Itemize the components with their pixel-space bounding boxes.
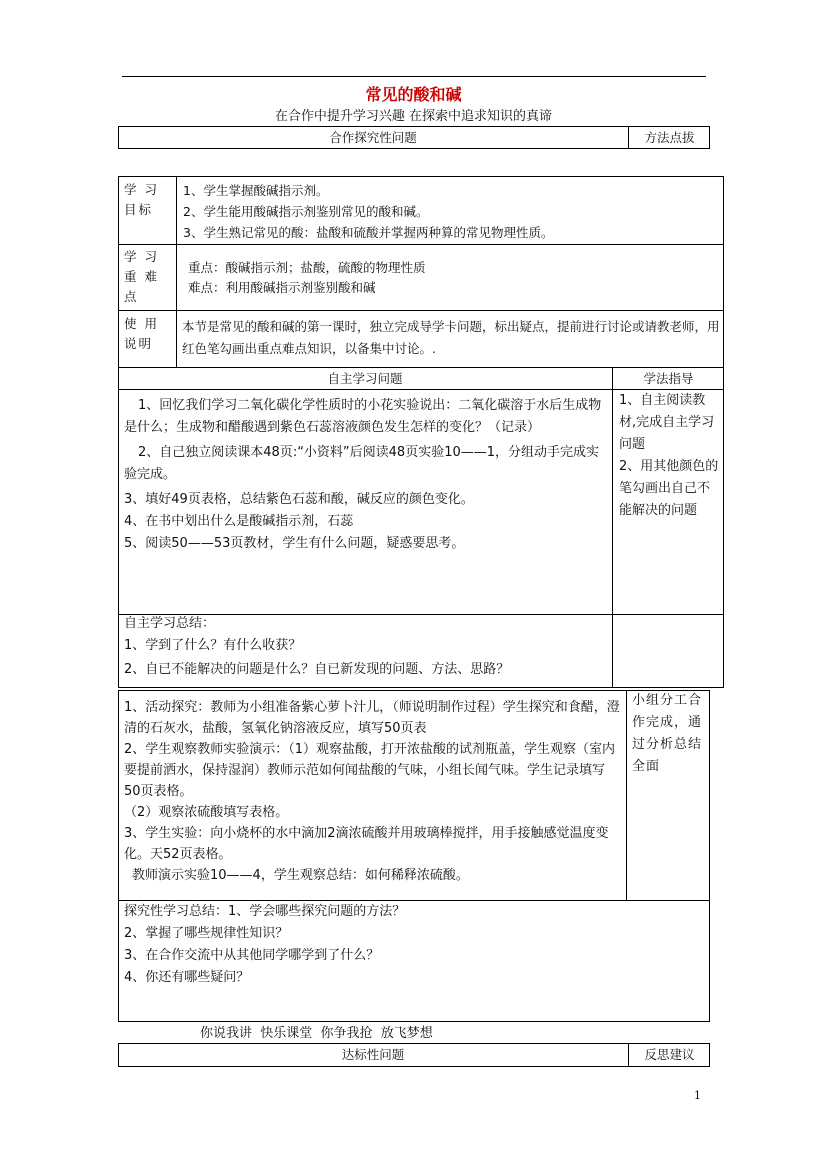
summary-title: 自主学习总结：: [124, 616, 216, 631]
self-study-header-right: 学法指导: [643, 371, 694, 386]
explore-summary-item: 探究性学习总结：1、学会哪些探究问题的方法？: [124, 904, 406, 919]
explore-item: 教师演示实验10——4，学生观察总结：如何稀释浓硫酸。: [132, 868, 469, 883]
self-study-header-left: 自主学习问题: [327, 371, 403, 386]
header-rule: [122, 76, 706, 77]
bottom-table-col2: 反思建议: [644, 1047, 695, 1062]
explore-divider: [626, 690, 627, 901]
self-study-item: 5、阅读50——53页教材，学生有什么问题，疑惑要思考。: [124, 536, 465, 551]
objective-item: 2、学生能用酸碱指示剂鉴别常见的酸和碱。: [183, 204, 429, 219]
keypoint-item: 难点：利用酸碱指示剂鉴别酸和碱: [188, 280, 376, 295]
self-study-guide: [619, 390, 719, 522]
keypoints-label: 学 习 重 难 点: [124, 249, 159, 304]
bottom-table-col1: 达标性问题: [341, 1047, 405, 1062]
usage-text: 本节是常见的酸和碱的第一课时，独立完成导学卡问题，标出疑点，提前进行讨论或请教老师，用红色笔勾画出重点难点知识，以备集中讨论。.: [182, 319, 720, 356]
info-row-line-1: [118, 244, 724, 245]
guide-item: 1、自主阅读教材,完成自主学习问题: [619, 393, 715, 452]
slogan: 你说我讲 快乐课堂 你争我抢 放飞梦想: [200, 1026, 433, 1041]
explore-item: （2）观察浓硫酸填写表格。: [124, 805, 289, 820]
explore-guide: 小组分工合作完成，通过分析总结全面: [632, 693, 703, 774]
usage-label: 使 用 说明: [124, 316, 159, 351]
self-study-item: 1、回忆我们学习二氧化碳化学性质时的小花实验说出：二氧化碳溶于水后生成物是什么；生成物和醋酸遇到紫色石蕊溶液颜色发生怎样的变化？（记录）: [124, 398, 602, 435]
page-number: 1: [694, 1089, 701, 1102]
self-study-items: [124, 395, 608, 555]
info-table-divider: [176, 176, 177, 368]
explore-item: 2、学生观察教师实验演示：（1）观察盐酸，打开浓盐酸的试剂瓶盖，学生观察（室内要提前洒水，保持湿润）教师示范如何闻盐酸的气味，小组长闻气味。学生记录填写50页表格。: [124, 742, 616, 799]
explore-item: 3、学生实验：向小烧杯的水中滴加2滴浓硫酸并用玻璃棒搅拌，用手接触感觉温度变化。天52页表格。: [124, 826, 609, 862]
explore-summary-item: 2、掌握了哪些规律性知识？: [124, 926, 289, 941]
self-study-item: 4、在书中划出什么是酸碱指示剂，石蕊: [124, 514, 354, 529]
page-subtitle: 在合作中提升学习兴趣 在探索中追求知识的真谛: [274, 109, 553, 124]
top-table-col1: 合作探究性问题: [329, 130, 417, 145]
keypoint-item: 重点：酸碱指示剂；盐酸，硫酸的物理性质: [188, 260, 426, 275]
explore-summary-item: 4、你还有哪些疑问？: [124, 970, 250, 985]
top-table-col2: 方法点拔: [644, 130, 695, 145]
keypoints-list: [188, 258, 718, 298]
info-row-line-2: [118, 310, 724, 311]
explore-summary-item: 3、在合作交流中从其他同学哪学到了什么？: [124, 948, 380, 963]
summary-item: 1、学到了什么？有什么收获？: [124, 638, 302, 653]
objective-item: 1、学生掌握酸碱指示剂。: [183, 183, 329, 198]
self-study-divider: [612, 367, 613, 688]
self-study-item: 2、自己独立阅读课本48页:“小资料”后阅读48页实验10——1，分组动手完成实验完成。: [124, 445, 600, 482]
page-title: 常见的酸和碱: [365, 85, 462, 104]
summary-item: 2、自已不能解决的问题是什么？自已新发现的问题、方法、思路？: [124, 662, 510, 677]
self-study-item: 3、填好49页表格，总结紫色石蕊和酸，碱反应的颜色变化。: [124, 492, 474, 507]
objectives-list: [183, 180, 719, 243]
objectives-label: 学 习 目标: [124, 182, 159, 217]
explore-summary: [124, 901, 704, 989]
self-study-summary: [124, 614, 608, 682]
explore-item: 1、活动探究：教师为小组准备紫心萝卜汁儿，（师说明制作过程）学生探究和食醋，澄清的石灰水，盐酸，氢氧化钠溶液反应，填写50页表: [124, 700, 620, 736]
guide-item: 2、用其他颜色的笔勾画出自己不能解决的问题: [619, 459, 719, 518]
objective-item: 3、学生熟记常见的酸：盐酸和硫酸并掌握两种算的常见物理性质。: [183, 225, 554, 240]
explore-items: [124, 697, 620, 886]
